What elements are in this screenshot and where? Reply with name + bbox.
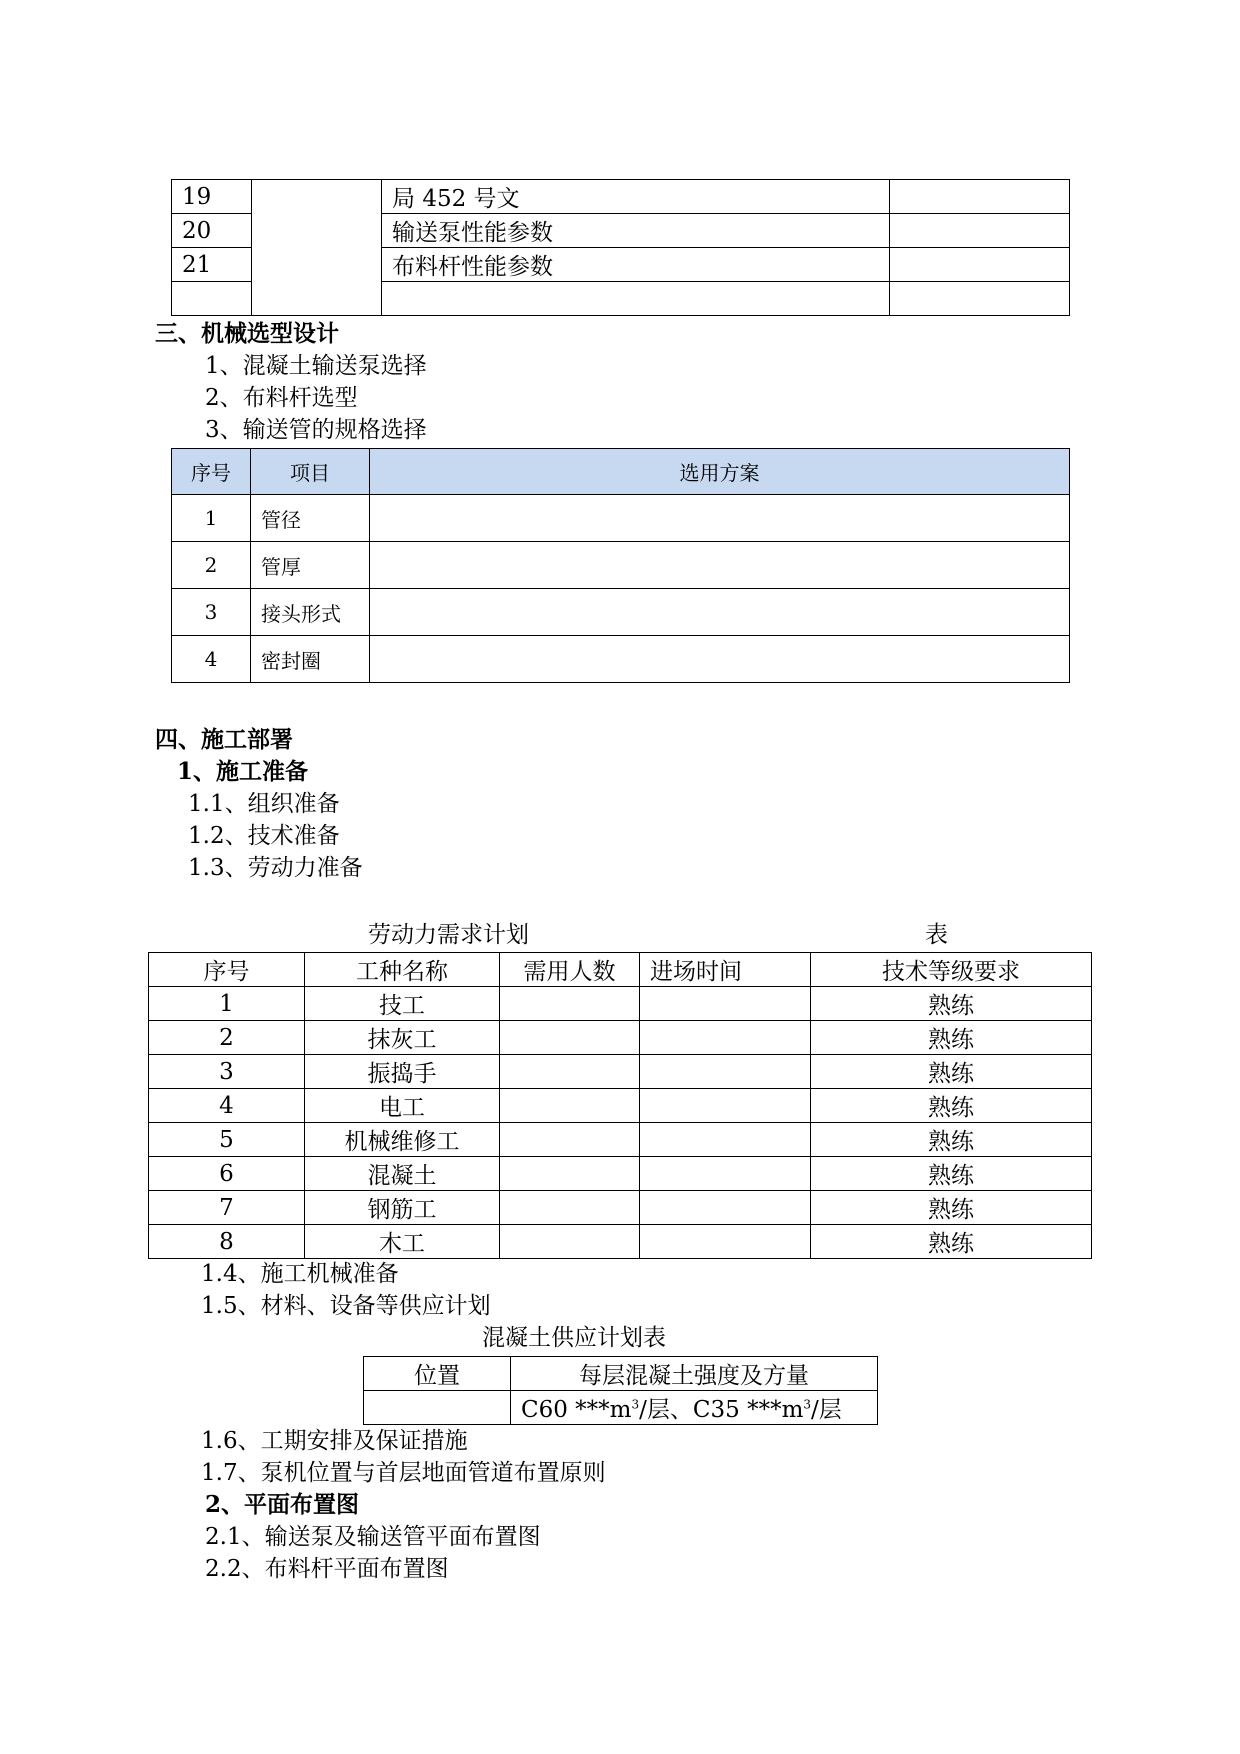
row-number: 3 bbox=[172, 589, 251, 636]
subsection-heading-preparation: 1、施工准备 bbox=[177, 758, 309, 785]
skill-level: 熟练 bbox=[811, 1157, 1092, 1191]
item-name: 密封圈 bbox=[251, 636, 370, 683]
item-name: 管径 bbox=[251, 495, 370, 542]
table-row bbox=[149, 1021, 1092, 1055]
skill-level: 熟练 bbox=[811, 1089, 1092, 1123]
table-row bbox=[149, 1089, 1092, 1123]
remarks-cell bbox=[890, 180, 1070, 214]
count-cell bbox=[500, 1021, 640, 1055]
time-cell bbox=[640, 1055, 811, 1089]
unit-superscript: 3 bbox=[803, 1397, 812, 1412]
header-strength-volume: 每层混凝土强度及方量 bbox=[511, 1357, 878, 1391]
list-item: 1.4、施工机械准备 bbox=[201, 1261, 399, 1287]
row-number: 8 bbox=[149, 1225, 305, 1259]
work-type: 机械维修工 bbox=[305, 1123, 500, 1157]
list-item: 1、混凝土输送泵选择 bbox=[205, 353, 427, 379]
labor-table-title: 劳动力需求计划 bbox=[368, 922, 529, 948]
row-number: 2 bbox=[172, 542, 251, 589]
document-name: 布料杆性能参数 bbox=[382, 248, 890, 282]
row-number: 6 bbox=[149, 1157, 305, 1191]
skill-level: 熟练 bbox=[811, 987, 1092, 1021]
concrete-table-title: 混凝土供应计划表 bbox=[482, 1325, 666, 1351]
table-row bbox=[149, 1225, 1092, 1259]
header-count: 需用人数 bbox=[500, 953, 640, 987]
document-name: 输送泵性能参数 bbox=[382, 214, 890, 248]
time-cell bbox=[640, 1157, 811, 1191]
skill-level: 熟练 bbox=[811, 1021, 1092, 1055]
item-name: 接头形式 bbox=[251, 589, 370, 636]
row-number: 19 bbox=[172, 180, 252, 214]
list-item: 2.2、布料杆平面布置图 bbox=[205, 1556, 449, 1582]
table-row bbox=[364, 1391, 878, 1425]
work-type: 钢筋工 bbox=[305, 1191, 500, 1225]
reference-table bbox=[171, 179, 1070, 316]
strength-volume-cell bbox=[511, 1391, 878, 1425]
remarks-cell bbox=[890, 214, 1070, 248]
plan-cell bbox=[370, 636, 1070, 683]
document-name: 局 452 号文 bbox=[382, 180, 890, 214]
per-floor-suffix: /层 bbox=[811, 1397, 842, 1423]
header-no: 序号 bbox=[149, 953, 305, 987]
c35-volume: /层、C35 ***m bbox=[639, 1397, 804, 1423]
table-header-row bbox=[364, 1357, 878, 1391]
list-item: 1.5、材料、设备等供应计划 bbox=[201, 1293, 491, 1319]
table-row bbox=[172, 542, 1070, 589]
plan-cell bbox=[370, 589, 1070, 636]
list-item: 1.1、组织准备 bbox=[188, 791, 340, 817]
row-number: 3 bbox=[149, 1055, 305, 1089]
pipe-spec-table bbox=[171, 448, 1070, 683]
row-number: 7 bbox=[149, 1191, 305, 1225]
section-heading-deployment: 四、施工部署 bbox=[155, 726, 293, 753]
list-item: 2.1、输送泵及输送管平面布置图 bbox=[205, 1524, 541, 1550]
table-header-row bbox=[172, 449, 1070, 495]
skill-level: 熟练 bbox=[811, 1191, 1092, 1225]
remarks-cell bbox=[890, 248, 1070, 282]
header-position: 位置 bbox=[364, 1357, 511, 1391]
row-number: 4 bbox=[149, 1089, 305, 1123]
document-name bbox=[382, 282, 890, 316]
c60-volume: C60 ***m bbox=[521, 1397, 632, 1423]
work-type: 木工 bbox=[305, 1225, 500, 1259]
work-type: 振捣手 bbox=[305, 1055, 500, 1089]
row-number: 5 bbox=[149, 1123, 305, 1157]
row-number: 1 bbox=[172, 495, 251, 542]
count-cell bbox=[500, 1157, 640, 1191]
header-level: 技术等级要求 bbox=[811, 953, 1092, 987]
subsection-heading-layout: 2、平面布置图 bbox=[205, 1491, 360, 1518]
time-cell bbox=[640, 1021, 811, 1055]
header-item: 项目 bbox=[251, 449, 370, 495]
count-cell bbox=[500, 1225, 640, 1259]
table-row bbox=[149, 1157, 1092, 1191]
count-cell bbox=[500, 987, 640, 1021]
header-time: 进场时间 bbox=[640, 953, 811, 987]
table-header-row bbox=[149, 953, 1092, 987]
table-row bbox=[172, 495, 1070, 542]
labor-table-title-suffix: 表 bbox=[925, 922, 948, 948]
labor-plan-table bbox=[148, 952, 1092, 1259]
count-cell bbox=[500, 1089, 640, 1123]
table-row bbox=[149, 987, 1092, 1021]
list-item: 2、布料杆选型 bbox=[205, 385, 358, 411]
table-row bbox=[149, 1191, 1092, 1225]
count-cell bbox=[500, 1055, 640, 1089]
merged-category-cell bbox=[252, 180, 382, 316]
row-number: 20 bbox=[172, 214, 252, 248]
work-type: 技工 bbox=[305, 987, 500, 1021]
work-type: 抹灰工 bbox=[305, 1021, 500, 1055]
time-cell bbox=[640, 1191, 811, 1225]
item-name: 管厚 bbox=[251, 542, 370, 589]
work-type: 混凝土 bbox=[305, 1157, 500, 1191]
position-cell bbox=[364, 1391, 511, 1425]
table-row bbox=[172, 636, 1070, 683]
work-type: 电工 bbox=[305, 1089, 500, 1123]
unit-superscript: 3 bbox=[631, 1397, 640, 1412]
list-item: 1.2、技术准备 bbox=[188, 823, 340, 849]
plan-cell bbox=[370, 495, 1070, 542]
remarks-cell bbox=[890, 282, 1070, 316]
row-number bbox=[172, 282, 252, 316]
time-cell bbox=[640, 987, 811, 1021]
list-item: 1.6、工期安排及保证措施 bbox=[201, 1428, 468, 1454]
skill-level: 熟练 bbox=[811, 1055, 1092, 1089]
row-number: 1 bbox=[149, 987, 305, 1021]
time-cell bbox=[640, 1089, 811, 1123]
header-plan: 选用方案 bbox=[370, 449, 1070, 495]
row-number: 2 bbox=[149, 1021, 305, 1055]
plan-cell bbox=[370, 542, 1070, 589]
count-cell bbox=[500, 1123, 640, 1157]
table-row bbox=[172, 589, 1070, 636]
header-type: 工种名称 bbox=[305, 953, 500, 987]
table-row bbox=[172, 180, 1070, 214]
list-item: 1.3、劳动力准备 bbox=[188, 855, 363, 881]
time-cell bbox=[640, 1123, 811, 1157]
row-number: 4 bbox=[172, 636, 251, 683]
concrete-supply-table bbox=[363, 1356, 878, 1425]
table-row bbox=[149, 1123, 1092, 1157]
section-heading-machinery: 三、机械选型设计 bbox=[155, 320, 339, 347]
header-no: 序号 bbox=[172, 449, 251, 495]
table-row bbox=[149, 1055, 1092, 1089]
list-item: 3、输送管的规格选择 bbox=[205, 417, 427, 443]
row-number: 21 bbox=[172, 248, 252, 282]
time-cell bbox=[640, 1225, 811, 1259]
skill-level: 熟练 bbox=[811, 1225, 1092, 1259]
count-cell bbox=[500, 1191, 640, 1225]
skill-level: 熟练 bbox=[811, 1123, 1092, 1157]
list-item: 1.7、泵机位置与首层地面管道布置原则 bbox=[201, 1460, 606, 1486]
